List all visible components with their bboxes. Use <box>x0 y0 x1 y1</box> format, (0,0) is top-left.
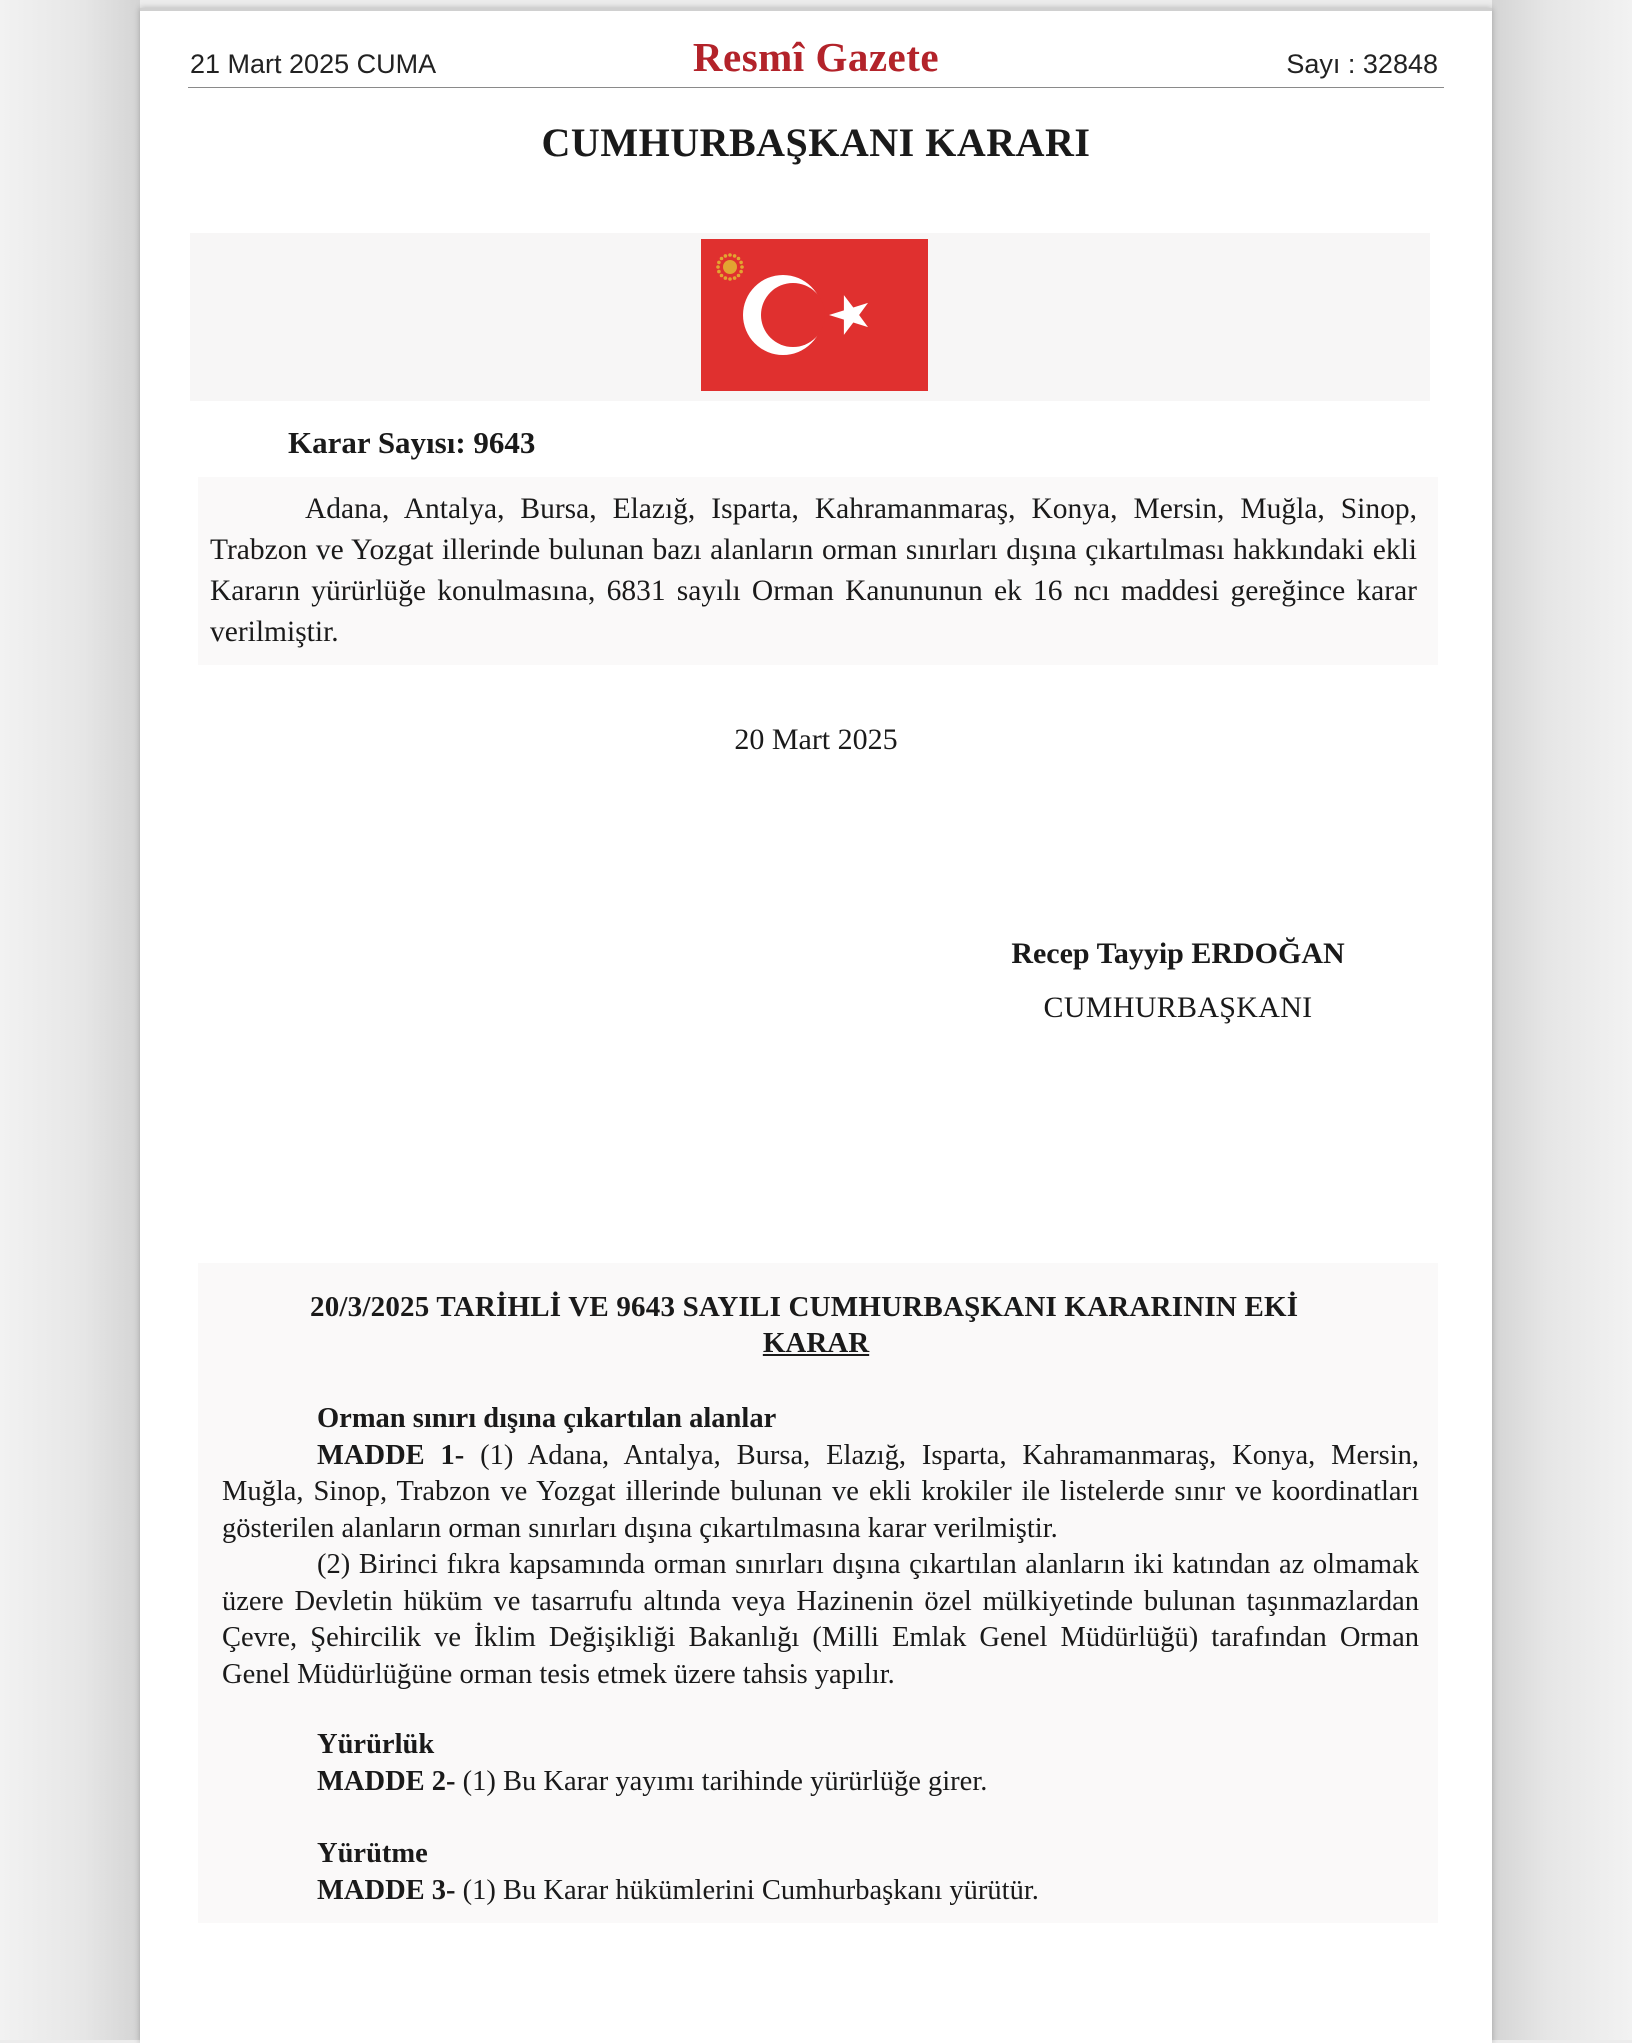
signature-date: 20 Mart 2025 <box>734 723 898 756</box>
decision-number: Karar Sayısı: 9643 <box>288 425 536 460</box>
section-heading-execution: Yürütme <box>317 1838 428 1869</box>
section-heading-effect: Yürürlük <box>317 1729 435 1760</box>
seal-star <box>737 274 741 278</box>
article-1-paragraph-1 <box>222 1438 1419 1548</box>
annex-subtitle: KARAR <box>762 1327 870 1359</box>
seal-star <box>720 257 724 261</box>
seal-star <box>733 254 737 258</box>
annex-title: 20/3/2025 TARİHLİ VE 9643 SAYILI CUMHURBAŞKANI KARARININ EKİ <box>310 1291 1299 1323</box>
article-1-text: (1) Adana, Antalya, Bursa, Elazığ, Isparta, Kahramanmaraş, Konya, Mersin, Muğla, Sinop, Trabzon ve Yozgat illerinde bulunan ve ekli krokiler ile listelerde sınır ve koordinatları gösterilen alanların orman sınırları dışına çıkartılmasına karar verilmiştir. <box>222 1439 1419 1544</box>
article-1-block <box>222 1401 1419 1693</box>
article-3-block <box>222 1836 1419 1909</box>
seal-star <box>717 261 721 265</box>
article-3-text: (1) Bu Karar hükümlerini Cumhurbaşkanı yürütür. <box>455 1874 1039 1906</box>
seal-star <box>739 261 743 265</box>
decision-intro-paragraph: Adana, Antalya, Bursa, Elazığ, Isparta, Kahramanmaraş, Konya, Mersin, Muğla, Sinop, Trabzon ve Yozgat illerinde bulunan bazı alanların orman sınırları dışına çıkartılması hakkındaki ekli Kararın yürürlüğe konulmasına, 6831 sayılı Orman Kanununun ek 16 ncı maddesi gereğince karar verilmiştir. <box>210 493 1417 648</box>
header-date: 21 Mart 2025 CUMA <box>190 49 437 79</box>
seal-star <box>728 253 732 257</box>
seal-star <box>716 265 720 269</box>
issue-number: Sayı : 32848 <box>1286 49 1438 79</box>
turkish-flag-icon <box>701 239 928 391</box>
article-1-label: MADDE 1- <box>317 1439 465 1471</box>
gazette-page <box>140 8 1492 2043</box>
seal-star <box>740 265 744 269</box>
article-2-label: MADDE 2- <box>317 1765 456 1797</box>
background-right-edge <box>1492 0 1632 2040</box>
seal-star <box>717 270 721 274</box>
signer-name: Recep Tayyip ERDOĞAN <box>1011 937 1345 970</box>
article-2-text: (1) Bu Karar yayımı tarihinde yürürlüğe girer. <box>455 1765 988 1797</box>
signer-title: CUMHURBAŞKANI <box>1043 991 1313 1024</box>
section-heading-forest: Orman sınırı dışına çıkartılan alanlar <box>317 1403 777 1434</box>
article-1-paragraph-2: (2) Birinci fıkra kapsamında orman sınırları dışına çıkartılan alanların iki katından az olmamak üzere Devletin hüküm ve tasarrufu altında veya Hazinenin özel mülkiyetinde bulunan taşınmazlardan Çevre, Şehircilik ve İklim Değişikliği Bakanlığı (Milli Emlak Genel Müdürlüğü) tarafından Orman Genel Müdürlüğüne orman tesis etmek üzere tahsis yapılır. <box>222 1549 1419 1690</box>
seal-star <box>728 277 732 281</box>
background-left-edge <box>0 0 140 2040</box>
article-3-paragraph <box>222 1873 1419 1910</box>
seal-star <box>724 276 728 280</box>
article-3-label: MADDE 3- <box>317 1874 456 1906</box>
seal-sun <box>723 260 737 274</box>
article-2-block <box>222 1727 1419 1800</box>
seal-star <box>733 276 737 280</box>
gazette-header <box>188 33 1444 88</box>
seal-star <box>720 274 724 278</box>
seal-star <box>724 254 728 258</box>
page-title: CUMHURBAŞKANI KARARI <box>541 120 1091 165</box>
article-2-paragraph <box>222 1764 1419 1801</box>
crescent-inner <box>761 283 825 347</box>
seal-star <box>739 270 743 274</box>
gazette-title: Resmî Gazete <box>692 34 940 80</box>
seal-star <box>737 257 741 261</box>
